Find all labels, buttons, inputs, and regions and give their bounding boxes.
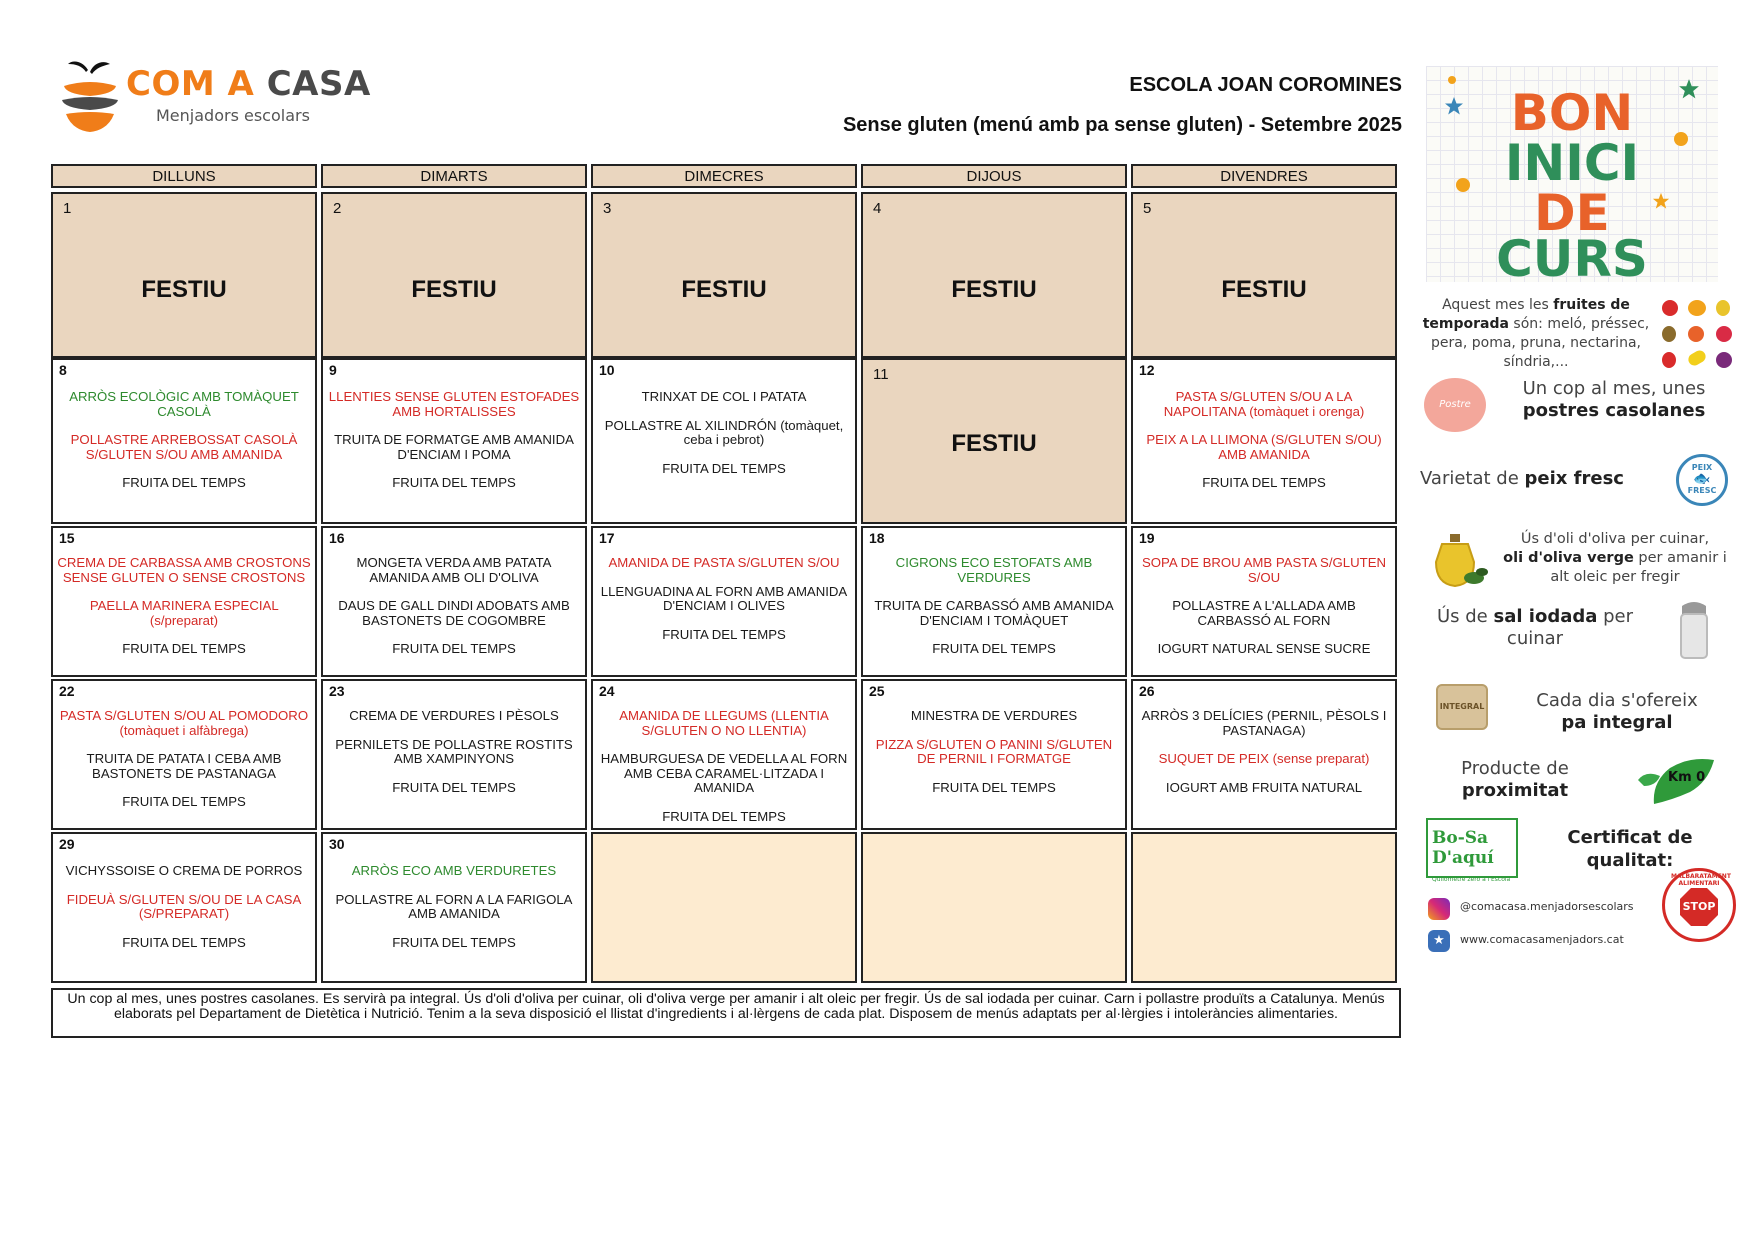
- day-number: 30: [329, 836, 345, 852]
- weekday-header-3: DIJOUS: [861, 164, 1127, 188]
- day-number: 16: [329, 530, 345, 546]
- day-number: 2: [333, 200, 342, 217]
- day-number: 1: [63, 200, 72, 217]
- dish-list: [597, 390, 851, 476]
- dish-item: [57, 893, 311, 922]
- dish-note: (tomàquet i orenga): [1249, 403, 1365, 419]
- dish-name: PERNILETS DE POLLASTRE ROSTITS AMB XAMPINYONS: [335, 736, 573, 766]
- weekday-header-1: DIMARTS: [321, 164, 587, 188]
- dish-note: (sense preparat): [1272, 751, 1370, 766]
- empty-day-cell: [861, 832, 1127, 983]
- dish-list: [597, 709, 851, 824]
- cherry-icon: [1662, 352, 1676, 368]
- dish-name: FRUITA DEL TEMPS: [122, 475, 246, 490]
- day-number: 9: [329, 362, 337, 378]
- dish-item: [122, 642, 246, 657]
- dish-name: FRUITA DEL TEMPS: [392, 641, 516, 656]
- dish-item: [57, 709, 311, 738]
- dish-item: [911, 709, 1077, 724]
- dish-list: [597, 556, 851, 642]
- day-number: 19: [1139, 530, 1155, 546]
- olive-oil-text: Ús d'oli d'oliva per cuinar, oli d'oliva verge per amanir i alt oleic per fregir: [1503, 531, 1727, 585]
- weekday-header-0: DILLUNS: [51, 164, 317, 188]
- dish-list: [57, 864, 311, 950]
- dish-name: PASTA S/GLUTEN S/OU AL POMODORO: [59, 708, 309, 723]
- dish-list: [1137, 709, 1391, 795]
- dish-note: (tomàquet i alfàbrega): [119, 722, 249, 738]
- dish-list: [327, 390, 581, 491]
- orange-icon: [1688, 300, 1706, 316]
- dish-name: FRUITA DEL TEMPS: [932, 779, 1056, 795]
- dish-name: FRUITA DEL TEMPS: [392, 934, 516, 950]
- dish-name: POLLASTRE A L'ALLADA AMB CARBASSÓ AL FORN: [1172, 598, 1356, 628]
- dish-item: [932, 781, 1056, 796]
- dish-item: [57, 556, 311, 585]
- dish-item: [57, 599, 311, 628]
- bon-inici-banner: [1426, 66, 1718, 282]
- weekday-header-4: DIVENDRES: [1131, 164, 1397, 188]
- day-cell: [51, 679, 317, 830]
- day-cell: [591, 679, 857, 830]
- dish-item: [1137, 433, 1391, 462]
- dish-item: [867, 556, 1121, 585]
- day-number: 12: [1139, 362, 1155, 378]
- dish-name: PEIX A LA LLIMONA (S/GLUTEN S/OU) AMB AMANIDA: [1146, 432, 1382, 462]
- dish-list: [867, 709, 1121, 795]
- km0-label: Km 0: [1668, 770, 1706, 785]
- integral-bread-badge: INTEGRAL: [1436, 684, 1488, 730]
- star-icon: [1678, 78, 1700, 100]
- holiday-label: FESTIU: [951, 276, 1037, 303]
- day-number: 25: [869, 683, 885, 699]
- info-sidebar: [1420, 60, 1740, 1020]
- dish-item: [349, 709, 559, 724]
- dish-item: [1137, 599, 1391, 628]
- dish-note: (tomàquet, ceba i pebrot): [683, 417, 844, 447]
- dish-item: [327, 893, 581, 922]
- holiday-label: FESTIU: [411, 276, 497, 303]
- banner-word: CURS: [1496, 230, 1648, 282]
- day-number: 24: [599, 683, 615, 699]
- pineapple-icon: [1716, 300, 1730, 316]
- dish-item: [57, 752, 311, 781]
- dish-name: LLENGUADINA AL FORN AMB AMANIDA D'ENCIAM I OLIVES: [600, 583, 848, 613]
- dish-list: [867, 556, 1121, 657]
- dish-name: MINESTRA DE VERDURES: [910, 708, 1078, 723]
- homemade-dessert-badge: Postre Casolà: [1424, 378, 1486, 432]
- iodized-salt-text: Ús de sal iodada per cuinar: [1436, 606, 1634, 649]
- day-cell: [321, 679, 587, 830]
- dish-name: POLLASTRE AL XILINDRÓN: [604, 417, 777, 433]
- day-number: 15: [59, 530, 75, 546]
- dish-name: POLLASTRE AL FORN A LA FARIGOLA AMB AMANIDA: [335, 891, 573, 921]
- holiday-label: FESTIU: [951, 430, 1037, 457]
- day-cell: [321, 358, 587, 524]
- day-number: 26: [1139, 683, 1155, 699]
- day-cell: [321, 192, 587, 358]
- dish-name: TRINXAT DE COL I PATATA: [641, 389, 807, 404]
- day-cell: [591, 526, 857, 677]
- dish-item: [662, 462, 786, 477]
- plum-icon: [1716, 352, 1732, 368]
- dish-name: TRUITA DE CARBASSÓ AMB AMANIDA D'ENCIAM I TOMÀQUET: [874, 598, 1114, 628]
- dish-item: [1137, 709, 1391, 738]
- day-number: 18: [869, 530, 885, 546]
- salt-shaker-icon: [1676, 600, 1712, 662]
- weekday-header-2: DIMECRES: [591, 164, 857, 188]
- dish-name: PIZZA S/GLUTEN O PANINI S/GLUTEN DE PERNIL I FORMATGE: [875, 736, 1113, 766]
- banner-word: DE: [1534, 184, 1610, 242]
- dish-item: [327, 390, 581, 419]
- dish-list: [57, 390, 311, 491]
- dish-item: [932, 642, 1056, 657]
- dish-name: TRUITA DE PATATA I CEBA AMB BASTONETS DE PASTANAGA: [86, 751, 282, 781]
- dish-list: [1137, 390, 1391, 491]
- dish-name: CREMA DE CARBASSA AMB CROSTONS SENSE GLUTEN O SENSE CROSTONS: [57, 555, 311, 585]
- dish-item: [327, 738, 581, 767]
- fish-icon: 🐟: [1693, 471, 1711, 487]
- dish-item: [642, 390, 807, 405]
- dish-name: FRUITA DEL TEMPS: [662, 626, 786, 642]
- dish-item: [327, 556, 581, 585]
- day-number: 22: [59, 683, 75, 699]
- dish-name: AMANIDA DE LLEGUMS (LLENTIA S/GLUTEN O NO LLENTIA): [619, 708, 829, 738]
- dish-name: FRUITA DEL TEMPS: [662, 460, 786, 476]
- dish-item: [597, 709, 851, 738]
- dish-name: DAUS DE GALL DINDI ADOBATS AMB BASTONETS DE COGOMBRE: [338, 598, 570, 628]
- instagram-handle[interactable]: @comacasa.menjadorsescolars: [1460, 900, 1634, 913]
- apple-logo-icon: [58, 56, 122, 136]
- empty-day-cell: [1131, 832, 1397, 983]
- dish-item: [392, 936, 516, 951]
- day-cell: [1131, 358, 1397, 524]
- dish-item: [662, 628, 786, 643]
- dish-item: [1166, 781, 1362, 796]
- kiwi-icon: [1662, 326, 1676, 342]
- banner-word: BON: [1510, 84, 1634, 142]
- dish-name: FIDEUÀ S/GLUTEN S/OU DE LA CASA (S/PREPARAT): [66, 891, 302, 921]
- dish-name: ARRÒS 3 DELÍCIES (PERNIL, PÈSOLS I PASTANAGA): [1141, 708, 1387, 738]
- dish-name: CIGRONS ECO ESTOFATS AMB VERDURES: [895, 555, 1093, 585]
- day-cell: [1131, 526, 1397, 677]
- day-number: 5: [1143, 200, 1152, 217]
- fresh-fish-text: Varietat de peix fresc: [1420, 468, 1624, 489]
- dish-item: [1137, 556, 1391, 585]
- dish-item: [597, 585, 851, 614]
- olive-oil-icon: [1426, 532, 1490, 590]
- dish-item: [392, 476, 516, 491]
- dish-name: ARRÒS ECO AMB VERDURETES: [351, 863, 557, 878]
- banner-word: INICI: [1504, 134, 1640, 192]
- day-cell: [51, 526, 317, 677]
- dish-item: [1159, 752, 1370, 767]
- dish-item: [392, 781, 516, 796]
- dish-note: (s/preparat): [149, 612, 219, 628]
- holiday-label: FESTIU: [1221, 276, 1307, 303]
- day-cell: [591, 358, 857, 524]
- dish-name: FRUITA DEL TEMPS: [122, 641, 246, 656]
- homemade-dessert-text: Un cop al mes, unes postres casolanes: [1522, 378, 1706, 421]
- day-number: 11: [873, 366, 889, 383]
- strawberry-icon: [1662, 300, 1678, 316]
- dish-name: FRUITA DEL TEMPS: [662, 808, 786, 824]
- dish-name: FRUITA DEL TEMPS: [122, 794, 246, 809]
- fruit-icons: [1658, 300, 1738, 370]
- km0-badge: [1634, 752, 1720, 806]
- day-cell: [591, 192, 857, 358]
- stop-ring-text: MALBARATAMENT ALIMENTARI: [1671, 873, 1731, 887]
- dish-item: [57, 390, 311, 419]
- dish-item: [392, 642, 516, 657]
- menu-subtitle: Sense gluten (menú amb pa sense gluten) - Setembre 2025: [842, 114, 1402, 136]
- school-name: ESCOLA JOAN COROMINES: [1129, 74, 1402, 96]
- day-number: 23: [329, 683, 345, 699]
- day-cell: [861, 679, 1127, 830]
- dish-item: [1158, 642, 1371, 657]
- cert-logo-subtext: Quilòmetre zero a l'Escola: [1432, 876, 1511, 883]
- dish-item: [122, 795, 246, 810]
- day-cell: [51, 358, 317, 524]
- dot-icon: [1674, 132, 1688, 146]
- dish-name: FRUITA DEL TEMPS: [932, 641, 1056, 656]
- dish-item: [327, 433, 581, 462]
- dish-item: [122, 936, 246, 951]
- dish-item: [122, 476, 246, 491]
- banana-icon: [1686, 348, 1708, 367]
- day-number: 17: [599, 530, 615, 546]
- local-product-text: Producte de proximitat: [1461, 758, 1569, 801]
- dish-name: FRUITA DEL TEMPS: [392, 779, 516, 795]
- brand-tagline: Menjadors escolars: [156, 106, 310, 125]
- day-cell: [1131, 679, 1397, 830]
- day-cell: [861, 358, 1127, 524]
- watermelon-icon: [1716, 326, 1732, 342]
- dish-list: [57, 709, 311, 810]
- dish-name: SUQUET DE PEIX: [1158, 751, 1269, 766]
- seasonal-fruits-text: Aquest mes les fruites de temporada són: meló, préssec, pera, poma, pruna, nectarina, síndria,...: [1422, 297, 1650, 370]
- star-icon: [1652, 192, 1670, 210]
- quality-certificate-text: Certificat de qualitat:: [1567, 827, 1693, 871]
- dish-list: [1137, 556, 1391, 657]
- dish-name: CREMA DE VERDURES I PÈSOLS: [349, 708, 559, 723]
- day-cell: [321, 832, 587, 983]
- com-a-casa-logo: [58, 56, 371, 136]
- dish-name: VICHYSSOISE O CREMA DE PORROS: [65, 863, 303, 878]
- dish-item: [597, 752, 851, 796]
- dish-name: SOPA DE BROU AMB PASTA S/GLUTEN S/OU: [1141, 555, 1387, 585]
- dish-name: LLENTIES SENSE GLUTEN ESTOFADES AMB HORTALISSES: [328, 389, 580, 419]
- dish-item: [352, 864, 556, 879]
- star-icon: [1444, 96, 1464, 116]
- brand-name: COM A CASA: [126, 64, 371, 104]
- dish-name: POLLASTRE ARREBOSSAT CASOLÀ S/GLUTEN S/OU AMB AMANIDA: [70, 432, 298, 462]
- dish-item: [57, 433, 311, 462]
- dish-name: AMANIDA DE PASTA S/GLUTEN S/OU: [608, 555, 840, 570]
- stop-label: STOP: [1682, 900, 1716, 913]
- dish-list: [327, 864, 581, 950]
- cert-logo-text: Bo-Sa D'aquí: [1432, 828, 1494, 868]
- dish-name: MONGETA VERDA AMB PATATA AMANIDA AMB OLI D'OLIVA: [356, 555, 552, 585]
- day-cell: [861, 192, 1127, 358]
- dish-list: [327, 556, 581, 657]
- instagram-icon: [1428, 898, 1450, 920]
- bo-sa-daqui-logo: [1426, 818, 1518, 883]
- day-cell: [861, 526, 1127, 677]
- dish-item: [608, 556, 839, 571]
- dish-item: [867, 738, 1121, 767]
- dish-name: FRUITA DEL TEMPS: [392, 475, 516, 490]
- dish-name: HAMBURGUESA DE VEDELLA AL FORN AMB CEBA CARAMEL·LITZADA I AMANIDA: [600, 751, 848, 795]
- integral-bread-text: Cada dia s'ofereix pa integral: [1536, 690, 1698, 733]
- day-cell: [51, 832, 317, 983]
- dish-item: [66, 864, 303, 879]
- dish-item: [1137, 390, 1391, 419]
- peach-icon: [1688, 326, 1704, 342]
- dish-list: [327, 709, 581, 795]
- dish-name: PAELLA MARINERA ESPECIAL: [89, 598, 279, 613]
- day-number: 10: [599, 362, 615, 378]
- dish-item: [1202, 476, 1326, 491]
- day-number: 29: [59, 836, 75, 852]
- day-number: 4: [873, 200, 882, 217]
- day-cell: [1131, 192, 1397, 358]
- day-number: 8: [59, 362, 67, 378]
- stop-food-waste-badge: [1662, 868, 1736, 942]
- holiday-label: FESTIU: [681, 276, 767, 303]
- dish-name: ARRÒS ECOLÒGIC AMB TOMÀQUET CASOLÀ: [69, 389, 299, 419]
- holiday-label: FESTIU: [141, 276, 227, 303]
- day-cell: [51, 192, 317, 358]
- dish-name: PASTA S/GLUTEN S/OU A LA NAPOLITANA: [1163, 389, 1353, 419]
- day-number: 3: [603, 200, 612, 217]
- day-cell: [321, 526, 587, 677]
- dish-item: [867, 599, 1121, 628]
- website-link[interactable]: www.comacasamenjadors.cat: [1460, 933, 1624, 946]
- empty-day-cell: [591, 832, 857, 983]
- dish-item: [327, 599, 581, 628]
- dish-item: [597, 419, 851, 448]
- web-icon: ★: [1428, 930, 1450, 952]
- fresh-fish-badge: PEIX 🐟 FRESC: [1676, 454, 1728, 506]
- dish-name: TRUITA DE FORMATGE AMB AMANIDA D'ENCIAM I POMA: [334, 432, 574, 462]
- dish-list: [57, 556, 311, 657]
- dish-item: [662, 810, 786, 825]
- dish-name: IOGURT AMB FRUITA NATURAL: [1165, 779, 1363, 795]
- dot-icon: [1448, 76, 1456, 84]
- dish-name: FRUITA DEL TEMPS: [1202, 475, 1326, 490]
- dot-icon: [1456, 178, 1470, 192]
- dish-name: FRUITA DEL TEMPS: [122, 934, 246, 950]
- dish-name: IOGURT NATURAL SENSE SUCRE: [1157, 641, 1371, 656]
- footer-note: Un cop al mes, unes postres casolanes. Es servirà pa integral. Ús d'oli d'oliva per cuinar, oli d'oliva verge per amanir i alt oleic per fregir. Ús de sal iodada per cuinar. Carn i pollastre produïts a Catalunya. Menús elaborats pel Departament de Dietètica i Nutrició. Tenim a la seva disposició el llistat d'ingredients i al·lèrgens de cada plat. Disposem de menús adaptats per al·lèrgies i intoleràncies alimentaries.: [51, 988, 1401, 1038]
